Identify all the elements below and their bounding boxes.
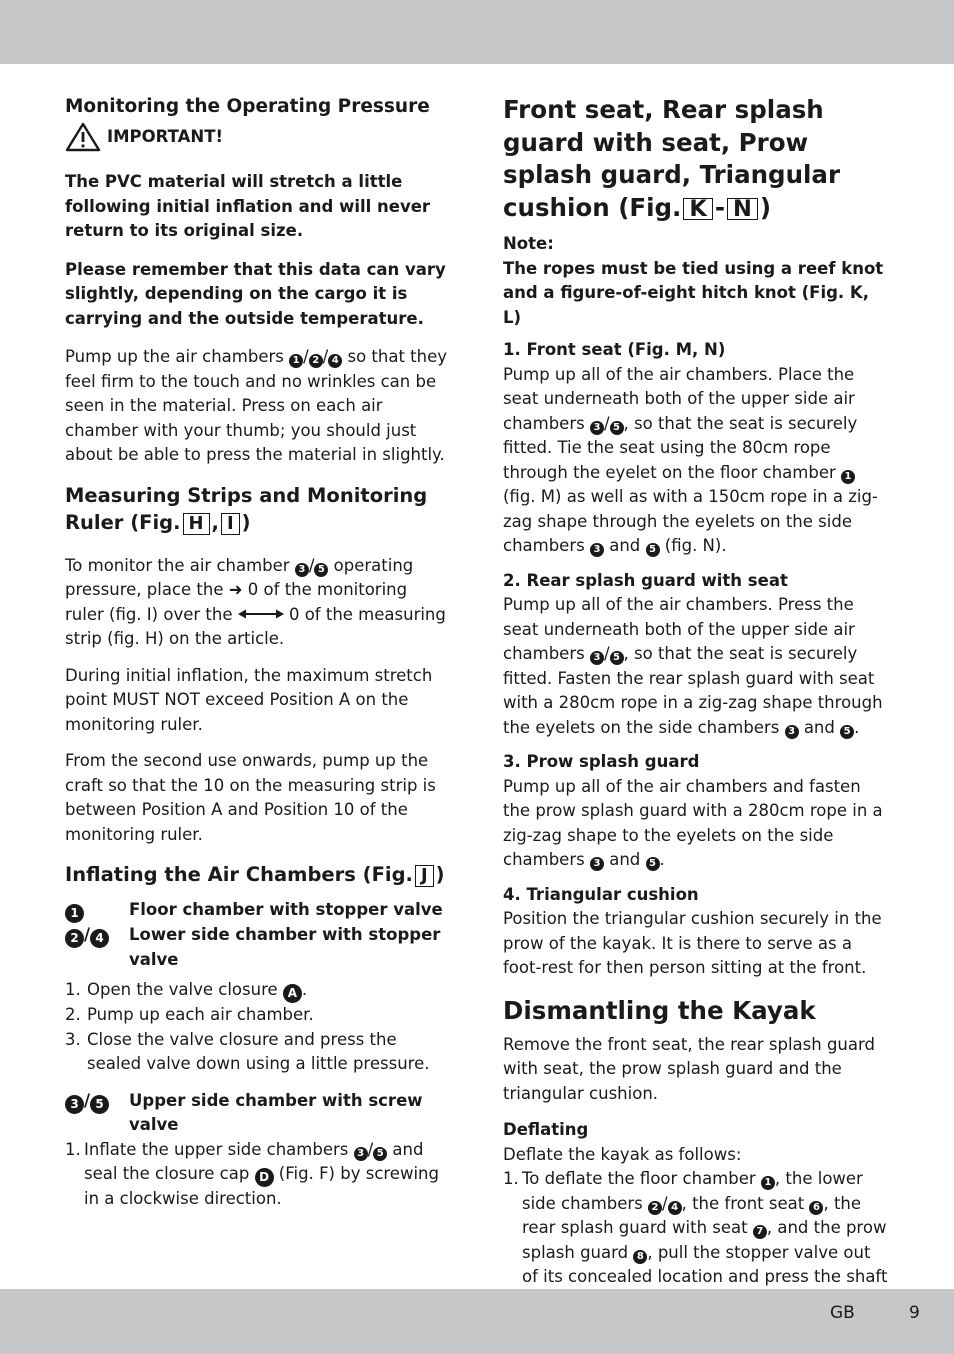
chamber-5-icon: 5	[610, 651, 624, 665]
chamber-1-icon: 1	[761, 1176, 775, 1190]
chamber-2-icon: 2	[309, 354, 323, 368]
prow-guard-8-icon: 8	[633, 1250, 647, 1264]
important-notice	[65, 122, 451, 152]
footer-bar	[0, 1289, 954, 1354]
data-vary-warning: Please remember that this data can vary slightly, depending on the cargo it is carrying and the outside temperature.	[65, 259, 446, 328]
chamber-5-icon: 5	[610, 421, 624, 435]
chamber-3-icon: 3	[295, 563, 309, 577]
initial-inflation-paragraph: During initial inflation, the maximum stretch point MUST NOT exceed Position A on the monitoring ruler.	[65, 665, 433, 734]
fig-k-box: K	[683, 198, 712, 220]
pvc-stretch-warning: The PVC material will stretch a little following initial inflation and will never return to its original size.	[65, 172, 431, 240]
legend-lower-side-chamber: 2 / 4 Lower side chamber with stopper valve	[65, 923, 451, 972]
chamber-3-icon: 3	[590, 543, 604, 557]
pump-paragraph: Pump up the air chambers 1 / 2 / 4 so that they feel firm to the touch and no wrinkles can be seen in the material. Press on each air chamber with your thumb; you should just about be able to press the material in slightly.	[65, 347, 448, 464]
section-prow-splash-title: 3. Prow splash guard	[503, 752, 700, 771]
list-item: 2. Pump up each air chamber.	[65, 1005, 314, 1024]
chamber-5-icon: 5	[373, 1147, 387, 1161]
chamber-5-icon: 5	[314, 563, 328, 577]
section-front-seat-title: 1. Front seat (Fig. M, N)	[503, 340, 726, 359]
chamber-5-icon: 5	[646, 857, 660, 871]
chamber-3-icon: 3	[65, 1095, 84, 1114]
second-use-paragraph: From the second use onwards, pump up the craft so that the 10 on the measuring strip is between Position A and Position 10 of the monitoring ruler.	[65, 751, 436, 844]
chamber-3-icon: 3	[590, 651, 604, 665]
chamber-5-icon: 5	[840, 725, 854, 739]
section-rear-splash-title: 2. Rear splash guard with seat	[503, 570, 788, 590]
rear-guard-7-icon: 7	[753, 1225, 767, 1239]
chamber-4-icon: 4	[668, 1201, 682, 1215]
list-item: 3. Close the valve closure and press the sealed valve down using a little pressure.	[65, 1029, 430, 1073]
fig-j-box: J	[415, 865, 434, 887]
deflating-intro: Deflate the kayak as follows:	[503, 1144, 742, 1164]
chamber-5-icon: 5	[646, 543, 660, 557]
arrow-right-icon: ➜	[228, 580, 243, 599]
chamber-3-icon: 3	[590, 857, 604, 871]
footer-page-number: 9	[909, 1303, 920, 1323]
list-item: 1. Inflate the upper side chambers 3 / 5 and seal the closure cap D (Fig. F) by screwing in a clockwise direction.	[65, 1139, 439, 1208]
closure-cap-d-icon: D	[255, 1168, 274, 1187]
chamber-3-icon: 3	[785, 725, 799, 739]
right-column	[503, 94, 889, 1314]
heading-measuring-strips: Measuring Strips and Monitoring Ruler (Fig. H , I )	[65, 483, 428, 534]
fig-h-box: H	[183, 513, 210, 535]
heading-inflating: Inflating the Air Chambers (Fig. J )	[65, 863, 445, 886]
chamber-1-icon: 1	[289, 354, 303, 368]
warning-triangle-icon	[65, 122, 101, 152]
note-text: The ropes must be tied using a reef knot and a figure-of-eight hitch knot (Fig. K, L)	[503, 258, 884, 327]
heading-monitoring-pressure: Monitoring the Operating Pressure	[65, 96, 430, 117]
fig-n-box: N	[727, 198, 758, 220]
front-seat-6-icon: 6	[809, 1201, 823, 1215]
left-column	[65, 94, 451, 1212]
chamber-2-icon: 2	[648, 1201, 662, 1215]
dismantling-text: Remove the front seat, the rear splash guard with seat, the prow splash guard and the triangular cushion.	[503, 1034, 875, 1103]
chamber-1-icon: 1	[65, 904, 84, 923]
double-arrow-icon	[238, 605, 284, 624]
section-triangular-title: 4. Triangular cushion	[503, 884, 699, 904]
monitor-paragraph: To monitor the air chamber 3 / 5 operating pressure, place the ➜ 0 of the monitoring ruler (fig. I) over the 0 of the measuring strip (fig. H) on the article.	[65, 555, 446, 648]
note-label: Note:	[503, 234, 554, 253]
section-triangular-text: Position the triangular cushion securely in the prow of the kayak. It is there to serve as a foot-rest for then person sitting at the front.	[503, 909, 882, 977]
header-bar	[0, 0, 954, 64]
fig-i-box: I	[221, 513, 240, 535]
chamber-5-icon: 5	[90, 1095, 109, 1114]
chamber-4-icon: 4	[328, 354, 342, 368]
section-front-seat-text: Pump up all of the air chambers. Place the seat underneath both of the upper side air chambers 3 / 5 , so that the seat is securely fitted. Tie the seat using the 80cm rope through the eyelet on the floor chamber 1 (fig. M) as well as with a 150cm rope in a zig-zag shape through the eyelets on the side chambers 3 and 5 (fig. N).	[503, 364, 878, 555]
section-rear-splash-text: Pump up all of the air chambers. Press the seat underneath both of the upper side air chambers 3 / 5 , so that the seat is securely fitted. Fasten the rear splash guard with seat with a 280cm rope in a zig-zag shape through the eyelets on the side chambers 3 and 5 .	[503, 595, 883, 737]
chamber-4-icon: 4	[90, 929, 109, 948]
chamber-2-icon: 2	[65, 929, 84, 948]
section-prow-splash-text: Pump up all of the air chambers and fasten the prow splash guard with a 280cm rope in a zig-zag shape to the eyelets on the side chambers 3 and 5 .	[503, 776, 883, 869]
legend-floor-chamber: 1 Floor chamber with stopper valve	[65, 898, 451, 923]
footer-language: GB	[830, 1303, 855, 1323]
important-label: IMPORTANT!	[107, 126, 223, 146]
chamber-3-icon: 3	[354, 1147, 368, 1161]
legend-upper-side-chamber: 3 / 5 Upper side chamber with screw valve	[65, 1089, 451, 1138]
valve-closure-a-icon: A	[283, 984, 302, 1003]
chamber-1-icon: 1	[841, 470, 855, 484]
list-item: 1. Open the valve closure A .	[65, 978, 451, 1003]
heading-dismantling: Dismantling the Kayak	[503, 995, 816, 1025]
deflating-title: Deflating	[503, 1120, 589, 1139]
heading-front-seat: Front seat, Rear splash guard with seat, Prow splash guard, Triangular cushion (Fig. K - N )	[503, 95, 841, 222]
chamber-3-icon: 3	[590, 421, 604, 435]
list-item: 1. To deflate the floor chamber 1 , the lower side chambers 2 / 4 , the front seat 6 , the rear splash guard with seat 7 , and the prow splash guard 8 , pull the stopper valve out of its concealed location and press the shaft	[503, 1167, 889, 1314]
